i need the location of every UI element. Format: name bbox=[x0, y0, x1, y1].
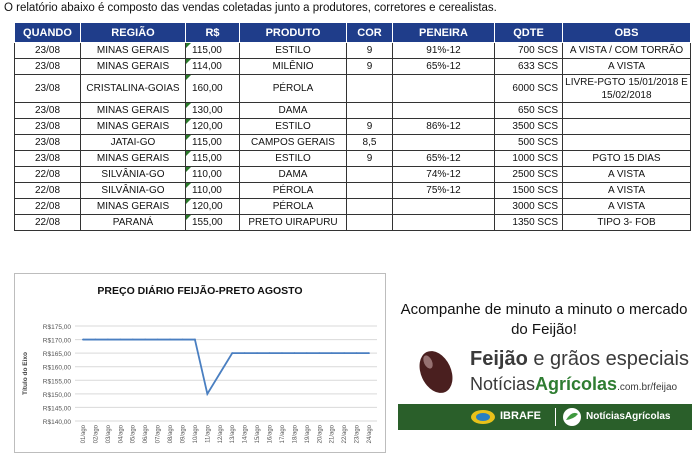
cell-produto: PÉROLA bbox=[240, 75, 347, 103]
cell-quando: 23/08 bbox=[15, 119, 81, 135]
cell-regiao: MINAS GERAIS bbox=[81, 43, 186, 59]
bean-icon bbox=[412, 348, 460, 396]
header-obs: OBS bbox=[563, 23, 691, 43]
cell-qdte: 1500 SCS bbox=[495, 183, 563, 199]
header-produto: PRODUTO bbox=[240, 23, 347, 43]
cell-qdte: 700 SCS bbox=[495, 43, 563, 59]
cell-qdte: 1000 SCS bbox=[495, 151, 563, 167]
x-tick-label: 02/ago bbox=[93, 425, 100, 444]
data-point bbox=[318, 352, 320, 354]
cell-cor bbox=[347, 215, 393, 231]
cell-produto: CAMPOS GERAIS bbox=[240, 135, 347, 151]
y-tick-label: R$165,00 bbox=[42, 351, 71, 359]
cell-peneira: 74%-12 bbox=[393, 167, 495, 183]
cell-produto: ESTILO bbox=[240, 151, 347, 167]
data-point bbox=[281, 352, 283, 354]
x-tick-label: 16/ago bbox=[267, 425, 274, 444]
header-qdte: QDTE bbox=[495, 23, 563, 43]
header-peneira: PENEIRA bbox=[393, 23, 495, 43]
cell-obs bbox=[563, 103, 691, 119]
data-point bbox=[293, 352, 295, 354]
header-quando: QUANDO bbox=[15, 23, 81, 43]
data-point bbox=[231, 352, 233, 354]
intro-text: O relatório abaixo é composto das vendas coletadas junto a produtores, corretores e cerealistas. bbox=[4, 2, 497, 14]
table-row bbox=[15, 75, 691, 103]
data-point bbox=[95, 339, 97, 341]
cell-regiao: JATAI-GO bbox=[81, 135, 186, 151]
cell-rs: 110,00 bbox=[186, 167, 240, 183]
cell-cor bbox=[347, 75, 393, 103]
cell-qdte: 3000 SCS bbox=[495, 199, 563, 215]
table-row bbox=[15, 135, 691, 151]
cell-quando: 23/08 bbox=[15, 59, 81, 75]
cell-rs: 110,00 bbox=[186, 183, 240, 199]
ibrafe-label: IBRAFE bbox=[500, 410, 541, 422]
data-point bbox=[119, 339, 121, 341]
cell-cor: 9 bbox=[347, 43, 393, 59]
cell-rs: 160,00 bbox=[186, 75, 240, 103]
cell-rs: 155,00 bbox=[186, 215, 240, 231]
table-row bbox=[15, 183, 691, 199]
cell-cor: 9 bbox=[347, 59, 393, 75]
cell-produto: DAMA bbox=[240, 103, 347, 119]
cell-regiao: MINAS GERAIS bbox=[81, 199, 186, 215]
cell-qdte: 500 SCS bbox=[495, 135, 563, 151]
cell-cor bbox=[347, 103, 393, 119]
cell-regiao: MINAS GERAIS bbox=[81, 151, 186, 167]
x-tick-label: 07/ago bbox=[155, 425, 162, 444]
x-tick-label: 09/ago bbox=[180, 425, 187, 444]
cell-qdte: 633 SCS bbox=[495, 59, 563, 75]
cell-peneira: 65%-12 bbox=[393, 151, 495, 167]
cell-rs: 120,00 bbox=[186, 119, 240, 135]
x-tick-label: 08/ago bbox=[168, 425, 175, 444]
cell-regiao: MINAS GERAIS bbox=[81, 119, 186, 135]
y-tick-label: R$170,00 bbox=[42, 337, 71, 345]
y-tick-label: R$150,00 bbox=[42, 391, 71, 399]
x-tick-label: 17/ago bbox=[279, 425, 286, 444]
x-tick-label: 12/ago bbox=[217, 425, 224, 444]
cell-peneira bbox=[393, 199, 495, 215]
brand-url-b: Agrícolas bbox=[535, 374, 618, 394]
x-tick-label: 13/ago bbox=[230, 425, 237, 444]
chart-title: PREÇO DIÁRIO FEIJÃO-PRETO AGOSTO bbox=[97, 285, 303, 297]
data-point bbox=[107, 339, 109, 341]
cell-qdte: 3500 SCS bbox=[495, 119, 563, 135]
x-tick-label: 23/ago bbox=[354, 425, 361, 444]
cell-peneira: 75%-12 bbox=[393, 183, 495, 199]
ibrafe-logo-icon bbox=[470, 409, 496, 425]
cell-produto: MILÊNIO bbox=[240, 59, 347, 75]
cell-produto: DAMA bbox=[240, 167, 347, 183]
cell-obs bbox=[563, 119, 691, 135]
cell-cor: 9 bbox=[347, 119, 393, 135]
cell-produto: PRETO UIRAPURU bbox=[240, 215, 347, 231]
cell-cor bbox=[347, 183, 393, 199]
table-row bbox=[15, 151, 691, 167]
cell-obs: TIPO 3- FOB bbox=[563, 215, 691, 231]
brand-url bbox=[470, 374, 677, 395]
cell-obs: A VISTA bbox=[563, 199, 691, 215]
cell-regiao: MINAS GERAIS bbox=[81, 103, 186, 119]
data-point bbox=[206, 393, 208, 395]
x-tick-label: 21/ago bbox=[329, 425, 336, 444]
price-chart bbox=[14, 273, 386, 453]
x-tick-label: 19/ago bbox=[304, 425, 311, 444]
data-point bbox=[169, 339, 171, 341]
cell-peneira: 86%-12 bbox=[393, 119, 495, 135]
cell-rs: 115,00 bbox=[186, 43, 240, 59]
y-tick-label: R$140,00 bbox=[42, 419, 71, 426]
cell-quando: 22/08 bbox=[15, 215, 81, 231]
cell-obs: A VISTA bbox=[563, 167, 691, 183]
x-tick-label: 24/ago bbox=[367, 425, 373, 444]
cell-rs: 130,00 bbox=[186, 103, 240, 119]
header-cor: COR bbox=[347, 23, 393, 43]
cell-peneira bbox=[393, 215, 495, 231]
data-point bbox=[356, 352, 358, 354]
cell-rs: 114,00 bbox=[186, 59, 240, 75]
brand-title-bold: Feijão bbox=[470, 348, 528, 370]
sales-table bbox=[14, 22, 691, 231]
data-point bbox=[219, 373, 221, 375]
data-point bbox=[368, 352, 370, 354]
table-header-row bbox=[15, 23, 691, 43]
data-point bbox=[144, 339, 146, 341]
x-tick-label: 18/ago bbox=[292, 425, 299, 444]
data-point bbox=[244, 352, 246, 354]
cell-cor bbox=[347, 199, 393, 215]
x-tick-label: 01/ago bbox=[81, 425, 87, 444]
x-tick-label: 04/ago bbox=[118, 425, 125, 444]
cell-regiao: PARANÁ bbox=[81, 215, 186, 231]
cell-quando: 23/08 bbox=[15, 135, 81, 151]
cell-quando: 23/08 bbox=[15, 75, 81, 103]
data-point bbox=[331, 352, 333, 354]
x-tick-label: 15/ago bbox=[255, 425, 262, 444]
cell-quando: 22/08 bbox=[15, 167, 81, 183]
cell-cor: 8,5 bbox=[347, 135, 393, 151]
table-row bbox=[15, 119, 691, 135]
cell-regiao: CRISTALINA-GOIAS bbox=[81, 75, 186, 103]
table-row bbox=[15, 167, 691, 183]
x-tick-label: 20/ago bbox=[317, 425, 324, 444]
feijao-brand-logo[interactable] bbox=[398, 344, 692, 400]
x-tick-label: 10/ago bbox=[192, 425, 199, 444]
cell-peneira bbox=[393, 103, 495, 119]
data-point bbox=[343, 352, 345, 354]
cell-quando: 22/08 bbox=[15, 199, 81, 215]
y-axis-label: Título do Eixo bbox=[22, 352, 29, 395]
cell-obs bbox=[563, 135, 691, 151]
cell-regiao: MINAS GERAIS bbox=[81, 59, 186, 75]
cell-qdte: 1350 SCS bbox=[495, 215, 563, 231]
cell-rs: 120,00 bbox=[186, 199, 240, 215]
cell-peneira: 91%-12 bbox=[393, 43, 495, 59]
data-point bbox=[132, 339, 134, 341]
cell-rs: 115,00 bbox=[186, 135, 240, 151]
data-point bbox=[269, 352, 271, 354]
data-point bbox=[182, 339, 184, 341]
cell-quando: 23/08 bbox=[15, 43, 81, 59]
data-point bbox=[157, 339, 159, 341]
cell-cor bbox=[347, 167, 393, 183]
cell-obs: A VISTA bbox=[563, 183, 691, 199]
x-tick-label: 05/ago bbox=[130, 425, 137, 444]
partner-divider bbox=[555, 408, 556, 426]
cell-obs: A VISTA bbox=[563, 59, 691, 75]
cell-qdte: 650 SCS bbox=[495, 103, 563, 119]
data-point bbox=[306, 352, 308, 354]
y-tick-label: R$155,00 bbox=[42, 378, 71, 386]
data-point bbox=[256, 352, 258, 354]
cell-quando: 23/08 bbox=[15, 103, 81, 119]
cell-obs: PGTO 15 DIAS bbox=[563, 151, 691, 167]
x-tick-label: 14/ago bbox=[242, 425, 249, 444]
cell-produto: ESTILO bbox=[240, 43, 347, 59]
noticias-agricolas-icon bbox=[562, 407, 582, 427]
cell-peneira bbox=[393, 135, 495, 151]
brand-url-a: Notícias bbox=[470, 374, 536, 394]
cell-quando: 22/08 bbox=[15, 183, 81, 199]
noticias-agricolas-label: NotíciasAgrícolas bbox=[586, 411, 671, 422]
cell-produto: PÉROLA bbox=[240, 199, 347, 215]
header-regiao: REGIÃO bbox=[81, 23, 186, 43]
table-row bbox=[15, 59, 691, 75]
table-row bbox=[15, 43, 691, 59]
cell-obs: LIVRE-PGTO 15/01/2018 E 15/02/2018 bbox=[563, 75, 691, 103]
cell-regiao: SILVÂNIA-GO bbox=[81, 167, 186, 183]
cell-peneira: 65%-12 bbox=[393, 59, 495, 75]
table-row bbox=[15, 199, 691, 215]
cell-regiao: SILVÂNIA-GO bbox=[81, 183, 186, 199]
cell-cor: 9 bbox=[347, 151, 393, 167]
header-rs: R$ bbox=[186, 23, 240, 43]
promo-text: Acompanhe de minuto a minuto o mercado do Feijão! bbox=[400, 301, 688, 338]
x-tick-label: 03/ago bbox=[105, 425, 112, 444]
brand-title-rest: e grãos especiais bbox=[527, 348, 689, 370]
brand-title bbox=[470, 348, 689, 371]
x-tick-label: 11/ago bbox=[205, 425, 212, 443]
cell-produto: PÉROLA bbox=[240, 183, 347, 199]
table-row bbox=[15, 215, 691, 231]
data-point bbox=[194, 339, 196, 341]
table-row bbox=[15, 103, 691, 119]
partner-bar bbox=[398, 404, 692, 430]
y-tick-label: R$160,00 bbox=[42, 364, 71, 372]
cell-peneira bbox=[393, 75, 495, 103]
cell-quando: 23/08 bbox=[15, 151, 81, 167]
x-tick-label: 06/ago bbox=[143, 425, 150, 444]
data-point bbox=[82, 339, 84, 341]
y-tick-label: R$145,00 bbox=[42, 405, 71, 413]
y-tick-label: R$175,00 bbox=[42, 324, 71, 331]
cell-rs: 115,00 bbox=[186, 151, 240, 167]
cell-obs: A VISTA / COM TORRÃO bbox=[563, 43, 691, 59]
cell-qdte: 6000 SCS bbox=[495, 75, 563, 103]
cell-produto: ESTILO bbox=[240, 119, 347, 135]
x-tick-label: 22/ago bbox=[342, 425, 349, 444]
chart-plot bbox=[15, 274, 385, 452]
cell-qdte: 2500 SCS bbox=[495, 167, 563, 183]
table-body bbox=[15, 43, 691, 231]
brand-url-c: .com.br/feijao bbox=[617, 382, 678, 393]
